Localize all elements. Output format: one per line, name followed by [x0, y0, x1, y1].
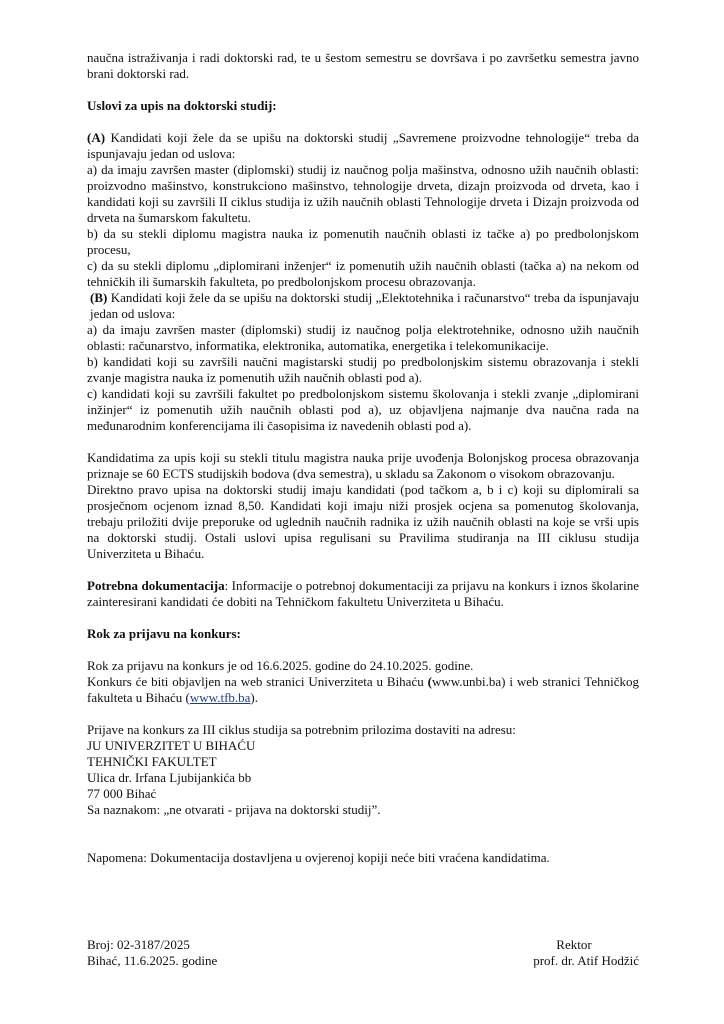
- condition-a-item-b: b) da su stekli diplomu magistra nauka iz pomenutih naučnih oblasti iz tačke a) po predbolonjskom procesu,: [87, 226, 639, 257]
- condition-b-label: (B): [90, 290, 108, 305]
- address-line: Sa naznakom: „ne otvarati - prijava na doktorski studij”.: [87, 802, 381, 817]
- condition-b-item-b: b) kandidati koji su završili naučni magistarski studij po predbolonjskim sistemu obrazovanja i stekli zvanje magistra nauka iz pomenutih užih naučnih oblasti pod a).: [87, 354, 639, 385]
- condition-a-intro-text: Kandidati koji žele da se upišu na doktorski studij „Savremene proizvodne tehnologije“ treba da ispunjavaju jedan od uslova:: [87, 130, 639, 161]
- condition-a-label: (A): [87, 130, 106, 145]
- publication-paragraph: [87, 674, 639, 706]
- address-line: JU UNIVERZITET U BIHAĆU: [87, 738, 256, 753]
- condition-b-item-c: c) kandidati koji su završili fakultet po predbolonjskom sistemu školovanja i stekli zvanje „diplomirani inžinjer“ iz pomenutih užih naučnih oblasti pod a), uz objavljena najmanje dva naučna rada na međunarodnim konferencijama ili časopisima iz navedenih oblasti pod a).: [87, 386, 639, 433]
- address-intro: Prijave na konkurs za III ciklus studija sa potrebnim prilozima dostaviti na adresu:: [87, 722, 516, 737]
- publication-text-middle: www.unbi.ba) i web stranici Tehničkog fakulteta u Bihaću (: [87, 674, 639, 705]
- condition-b-item-a: a) da imaju završen master (diplomski) studij iz naučnog polja elektrotehnike, odnosno užih naučnih oblasti: računarstvo, informatika, elektronika, automatika, energetika i telekomunikacije.: [87, 322, 639, 353]
- deadline-heading: Rok za prijavu na konkurs:: [87, 626, 241, 641]
- document-body: [87, 50, 639, 866]
- document-number: Broj: 02-3187/2025: [87, 937, 190, 952]
- signatory-title: Rektor: [556, 937, 592, 952]
- ects-paragraph: Kandidatima za upis koji su stekli titulu magistra nauka prije uvođenja Bolonjskog procesa obrazovanja priznaje se 60 ECTS studijskih bodova (dva semestra), u skladu sa Zakonom o visokom obrazovanju.: [87, 450, 639, 481]
- documentation-text: : Informacije o potrebnoj dokumentaciji za prijavu na konkurs i iznos školarine zainteresirani kandidati će dobiti na Tehničkom fakultetu Univerziteta u Bihaću.: [87, 578, 639, 609]
- note-paragraph: Napomena: Dokumentacija dostavljena u ovjerenoj kopiji neće biti vraćena kandidatima.: [87, 850, 550, 865]
- conditions-heading: Uslovi za upis na doktorski studij:: [87, 98, 277, 113]
- tfb-website-link[interactable]: www.tfb.ba: [189, 690, 251, 705]
- address-block: [87, 722, 639, 818]
- deadline-dates: Rok za prijavu na konkurs je od 16.6.2025. godine do 24.10.2025. godine.: [87, 658, 474, 673]
- documentation-label: Potrebna dokumentacija: [87, 578, 225, 593]
- documentation-paragraph: [87, 578, 639, 610]
- signatory-name: prof. dr. Atif Hodžić: [533, 953, 639, 968]
- address-line: 77 000 Bihać: [87, 786, 157, 801]
- direct-enrollment-paragraph: Direktno pravo upisa na doktorski studij imaju kandidati (pod tačkom a, b i c) koji su diplomirali sa prosječnom ocjenom iznad 8,50. Kandidati koji imaju niži prosjek ocjena sa pomenutog školovanja, trebaju priložiti dvije preporuke od uglednih naučnih radnika iz užih naučnih oblasti na koje se vrši upis na doktorski studij. Ostali uslovi upisa regulisani su Pravilima studiranja na III ciklusu studija Univerziteta u Bihaću.: [87, 482, 639, 561]
- condition-b-intro: [87, 290, 639, 322]
- intro-paragraph: naučna istraživanja i radi doktorski rad, te u šestom semestru se dovršava i po završetku semestra javno brani doktorski rad.: [87, 50, 639, 81]
- document-footer: [87, 937, 639, 969]
- address-line: TEHNIČKI FAKULTET: [87, 754, 217, 769]
- publication-text-start: Konkurs će biti objavljen na web stranici Univerziteta u Bihaću: [87, 674, 428, 689]
- address-line: Ulica dr. Irfana Ljubijankića bb: [87, 770, 252, 785]
- condition-a-item-c: c) da su stekli diplomu „diplomirani inženjer“ iz pomenutih užih naučnih oblasti (tačka a) na nekom od tehničkih ili šumarskih fakulteta, po predbolonjskom procesu obrazovanja.: [87, 258, 639, 289]
- publication-paren: (: [427, 674, 432, 689]
- condition-b-intro-text: Kandidati koji žele da se upišu na doktorski studij „Elektotehnika i računarstvo“ treba da ispunjavaju jedan od uslova:: [90, 290, 639, 321]
- condition-a-item-a: a) da imaju završen master (diplomski) studij iz naučnog polja mašinstva, odnosno užih naučnih oblasti: proizvodno mašinstvo, konstrukciono mašinstvo, tehnologije drveta, dizajn proizvoda od drveta, kao i kandidati koji su završili II ciklus studija iz užih naučnih oblasti Tehnologije drveta i Dizajn proizvoda od drveta na šumarskom fakultetu.: [87, 162, 639, 225]
- publication-text-end: ).: [250, 690, 259, 705]
- place-date: Bihać, 11.6.2025. godine: [87, 953, 218, 968]
- condition-a-intro: [87, 130, 639, 162]
